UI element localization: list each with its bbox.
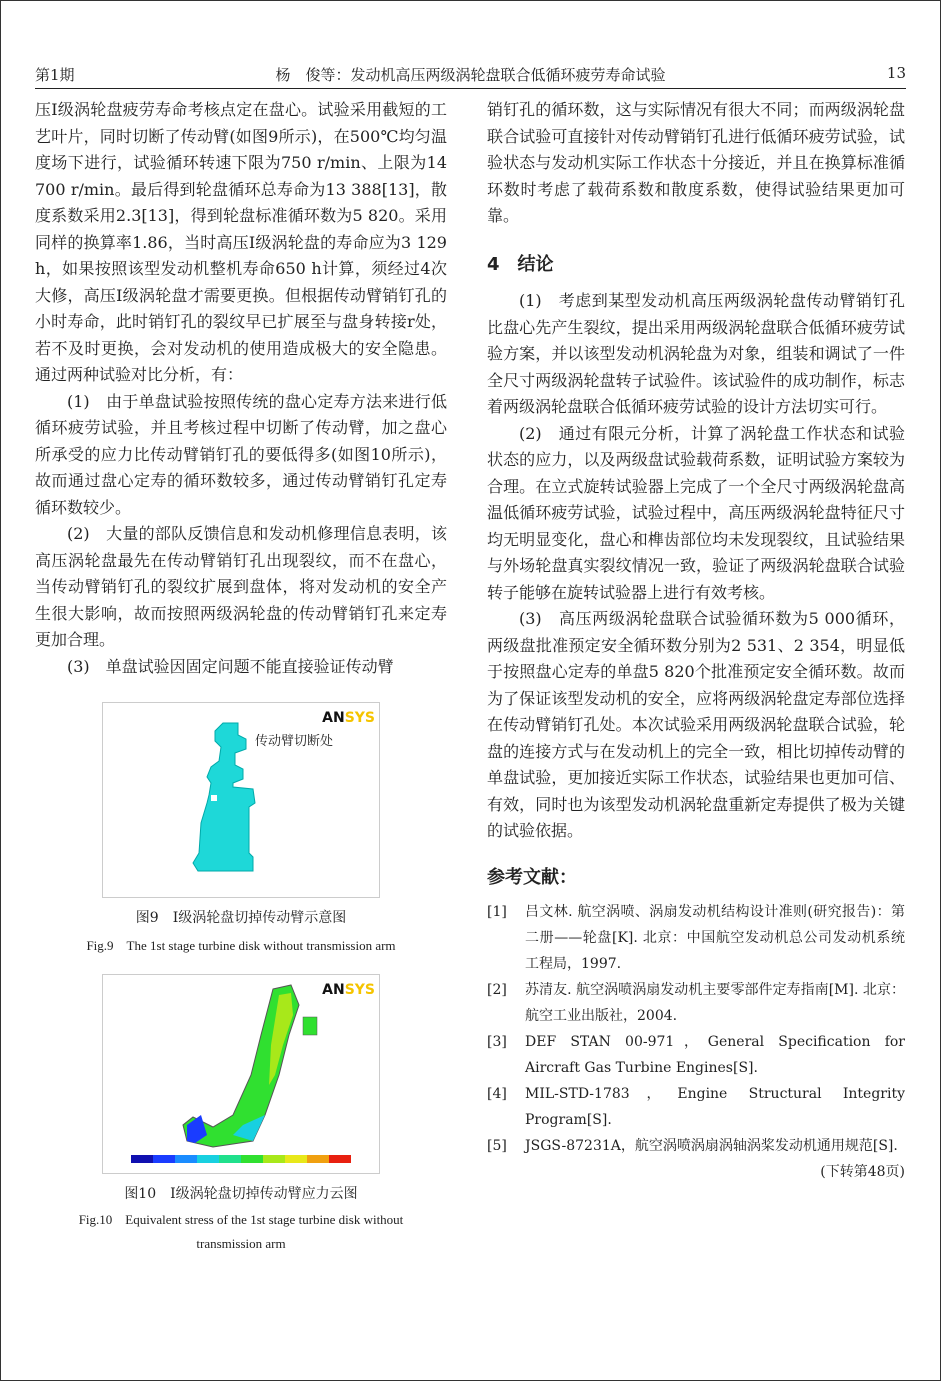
right-column: [487, 97, 905, 1186]
section-title: 4 结论: [487, 253, 554, 275]
references-title: 参考文献：: [487, 866, 577, 888]
conclusion-2: (2) 通过有限元分析，计算了涡轮盘工作状态和试验状态的应力，以及两级盘试验载荷系数，证明试验方案较为合理。在立式旋转试验器上完成了一个全尺寸两级涡轮盘高温低循环疲劳试验，试验过程中，高压两级涡轮盘特征尺寸均无明显变化，盘心和榫齿部位均未发现裂纹，且试验结果与外场轮盘真实裂纹情况一致，验证了两级涡轮盘联合试验转子能够在旋转试验器上进行有效考核。: [487, 423, 905, 602]
reference-text: 吕文林. 航空涡喷、涡扇发动机结构设计准则(研究报告)：第二册——轮盘[K]. 北京：中国航空发动机总公司发动机系统工程局，1997.: [525, 904, 905, 972]
reference-item: [487, 977, 905, 1029]
figure-10: [102, 974, 380, 1174]
reference-item: [487, 899, 905, 977]
colorbar-segment: [197, 1155, 219, 1163]
figure-10-caption-en: Fig.10 Equivalent stress of the 1st stage turbine disk without: [78, 1212, 404, 1227]
reference-number: [5]: [487, 1138, 507, 1154]
colorbar-segment: [131, 1155, 153, 1163]
paragraph: 压Ⅰ级涡轮盘疲劳寿命考核点定在盘心。试验采用截短的工艺叶片，同时切断了传动臂(如图9所示)，在500℃均匀温度场下进行，试验循环转速下限为750 r/min、上限为14 700 r/min。最后得到轮盘循环总寿命为13 388[13]，散度系数采用2.3[13]，得到轮盘标准循环数为5 820。采用同样的换算率1.86，当时高压Ⅰ级涡轮盘的寿命应为3 129 h，如果按照该型发动机整机寿命650 h计算，须经过4次大修，高压Ⅰ级涡轮盘才需要更换。但根据传动臂销钉孔的小时寿命，此时销钉孔的裂纹早已扩展至与盘身转接r处，若不及时更换，会对发动机的使用造成极大的安全隐患。通过两种试验对比分析，有：: [35, 100, 447, 384]
figure-10-caption-cn: 图10 Ⅰ级涡轮盘切掉传动臂应力云图: [124, 1186, 358, 1202]
colorbar: [131, 1155, 351, 1163]
conclusion-1: (1) 考虑到某型发动机高压两级涡轮盘传动臂销钉孔比盘心先产生裂纹，提出采用两级涡轮盘联合低循环疲劳试验方案，并以该型发动机涡轮盘为对象，组装和调试了一件全尺寸两级涡轮盘转子试验件。该试验件的成功制作，标志着两级涡轮盘联合低循环疲劳试验的设计方法切实可行。: [487, 291, 905, 416]
reference-item: [487, 1133, 905, 1159]
colorbar-segment: [307, 1155, 329, 1163]
issue-number: 第1期: [35, 66, 75, 84]
reference-item: [487, 1081, 905, 1133]
running-header: [35, 60, 906, 89]
colorbar-segment: [175, 1155, 197, 1163]
colorbar-segment: [285, 1155, 307, 1163]
colorbar-segment: [219, 1155, 241, 1163]
reference-text: DEF STAN 00-971，General Specification for Aircraft Gas Turbine Engines[S].: [525, 1034, 905, 1076]
reference-text: JSGS-87231A，航空涡喷涡扇涡轴涡桨发动机通用规范[S].: [525, 1138, 898, 1154]
figure-10-caption-en-2: transmission arm: [196, 1236, 286, 1251]
conclusion-3: (3) 高压两级涡轮盘联合试验循环数为5 000循环，两级盘批准预定安全循环数分别为2 531、2 354，明显低于按照盘心定寿的单盘5 820个批准预定安全循环数。故而为了保证该型发动机的安全，应将两级涡轮盘定寿部位选择在传动臂销钉孔处。本次试验采用两级涡轮盘联合试验，轮盘的连接方式与在发动机上的完全一致，相比切掉传动臂的单盘试验，更加接近实际工作状态，试验结果也更加可信、有效，同时也为该型发动机涡轮盘重新定寿提供了极为关键的试验依据。: [487, 609, 905, 840]
left-column: [35, 97, 447, 1254]
reference-item: [487, 1029, 905, 1081]
continued-note: (下转第48页): [820, 1164, 905, 1180]
running-title: 杨 俊等：发动机高压两级涡轮盘联合低循环疲劳寿命试验: [275, 66, 666, 84]
figure-9-caption-cn: 图9 Ⅰ级涡轮盘切掉传动臂示意图: [135, 910, 347, 926]
figure-9: [102, 702, 380, 898]
paragraph: (1) 由于单盘试验按照传统的盘心定寿方法来进行低循环疲劳试验，并且考核过程中切断了传动臂，加之盘心所承受的应力比传动臂销钉孔的要低得多(如图10所示)，故而通过盘心定寿的循环数较多，通过传动臂销钉孔定寿循环数较少。: [35, 391, 447, 517]
stress-contour-plot: [103, 975, 379, 1173]
reference-text: 苏清友. 航空涡喷涡扇发动机主要零部件定寿指南[M]. 北京：航空工业出版社，2004.: [525, 982, 905, 1024]
paragraph: 销钉孔的循环数，这与实际情况有很大不同；而两级涡轮盘联合试验可直接针对传动臂销钉孔进行低循环疲劳试验，试验状态与发动机实际工作状态十分接近，并且在换算标准循环数时考虑了载荷系数和散度系数，使得试验结果更加可靠。: [487, 100, 905, 225]
paragraph: (3) 单盘试验因固定问题不能直接验证传动臂: [67, 656, 394, 676]
page-number: 13: [886, 64, 906, 82]
reference-number: [2]: [487, 982, 507, 998]
disk-section-diagram: [103, 703, 379, 897]
reference-text: MIL-STD-1783，Engine Structural Integrity Program[S].: [525, 1086, 905, 1128]
reference-number: [1]: [487, 904, 507, 920]
ansys-logo: ANSYS: [322, 710, 375, 726]
ansys-logo: ANSYS: [322, 982, 375, 998]
colorbar-segment: [241, 1155, 263, 1163]
reference-number: [4]: [487, 1086, 507, 1102]
colorbar-segment: [263, 1155, 285, 1163]
figure-9-caption-en: Fig.9 The 1st stage turbine disk without transmission arm: [86, 938, 396, 953]
paragraph: (2) 大量的部队反馈信息和发动机修理信息表明，该高压涡轮盘最先在传动臂销钉孔出现裂纹，而不在盘心，当传动臂销钉孔的裂纹扩展到盘体，将对发动机的安全产生很大影响，故而按照两级涡轮盘的传动臂销钉孔来定寿更加合理。: [35, 524, 447, 649]
reference-list: [487, 899, 905, 1159]
colorbar-segment: [153, 1155, 175, 1163]
colorbar-segment: [329, 1155, 351, 1163]
cut-label: 传动臂切断处: [255, 734, 334, 749]
reference-number: [3]: [487, 1034, 507, 1050]
